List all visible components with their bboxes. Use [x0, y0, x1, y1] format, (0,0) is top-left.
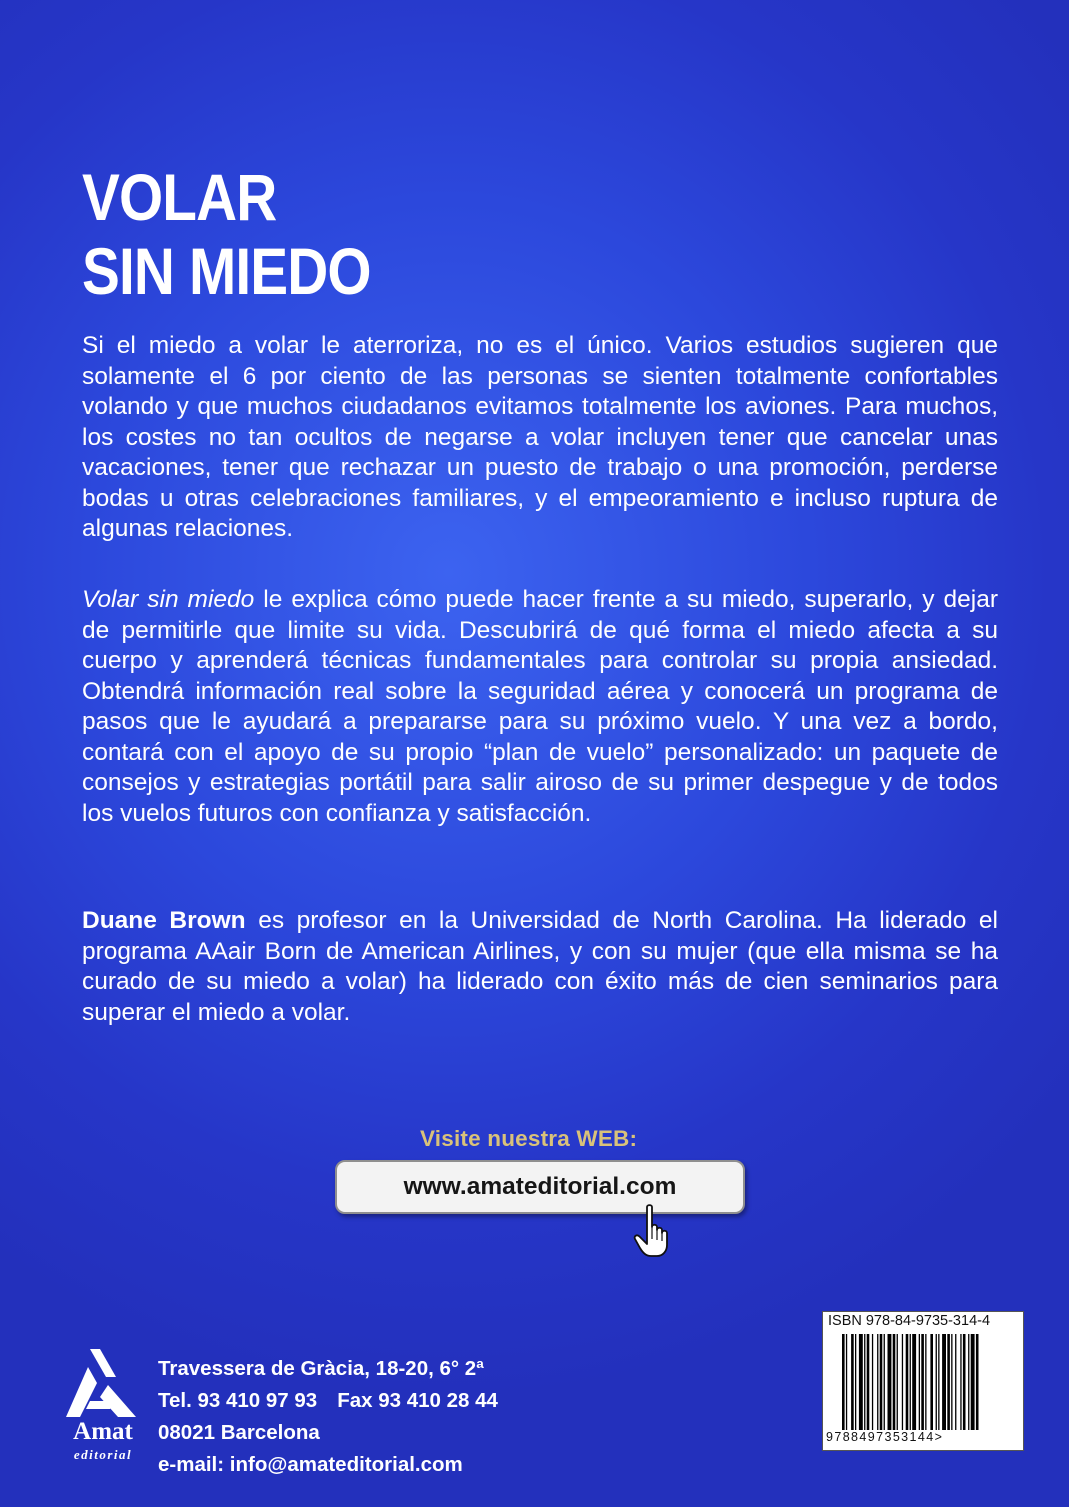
address-line: Travessera de Gràcia, 18-20, 6° 2ª	[158, 1357, 484, 1380]
barcode-bar	[864, 1334, 865, 1430]
barcode-number: 9788497353144>	[826, 1430, 944, 1444]
barcode-bar	[851, 1334, 854, 1430]
barcode-bar	[919, 1334, 920, 1430]
barcode-bar	[872, 1334, 873, 1430]
barcode-bar	[897, 1334, 898, 1430]
barcode-bar	[925, 1334, 926, 1430]
phone-fax-line	[158, 1385, 498, 1417]
barcode-bar	[951, 1334, 952, 1430]
barcode-bar	[938, 1334, 939, 1430]
isbn-label: ISBN 978-84-9735-314-4	[828, 1313, 991, 1329]
synopsis-paragraph-2	[82, 585, 998, 829]
logo-subtitle: editorial	[73, 1447, 133, 1462]
book-title	[82, 160, 371, 308]
book-title-line-2: SIN MIEDO	[82, 234, 371, 308]
hand-pointer-icon	[633, 1203, 679, 1259]
publisher-address	[158, 1353, 498, 1481]
author-name: Duane Brown	[82, 907, 246, 934]
author-bio	[82, 906, 998, 1028]
barcode-bar	[976, 1334, 979, 1430]
barcode-bar	[884, 1334, 885, 1430]
city-line: 08021 Barcelona	[158, 1421, 320, 1444]
barcode-bar	[963, 1334, 966, 1430]
synopsis-paragraph-2-text: le explica cómo puede hacer frente a su miedo, superarlo, y dejar de permitirle que limite su vida. Descubrirá de qué forma el miedo afecta a su cuerpo y aprenderá técnicas fundamentales para controlar su propia ansiedad. Obtendrá información real sobre la seguridad aérea y conocerá un programa de pasos que le ayudará a prepararse para su próximo vuelo. Y una vez a bordo, contará con el apoyo de su propio “plan de vuelo” personalizado: un paquete de consejos y estrategias portátil para salir airoso de su primer despegue y de todos los vuelos futuros con confianza y satisfacción.	[82, 586, 999, 827]
barcode-bar	[859, 1334, 863, 1430]
book-title-italic: Volar sin miedo	[82, 586, 255, 613]
barcode-bar	[947, 1334, 950, 1430]
barcode	[842, 1334, 1012, 1430]
barcode-bar	[906, 1334, 909, 1430]
book-title-line-1: VOLAR	[82, 160, 277, 234]
website-url[interactable]: www.amateditorial.com	[403, 1173, 677, 1200]
logo-name: Amat	[73, 1418, 133, 1445]
web-label: Visite nuestra WEB:	[420, 1126, 638, 1151]
phone-number: Tel. 93 410 97 93	[158, 1389, 318, 1412]
barcode-bar	[955, 1334, 956, 1430]
barcode-bar	[855, 1334, 856, 1430]
barcode-bar	[867, 1334, 870, 1430]
barcode-bar	[880, 1334, 883, 1430]
barcode-bar	[846, 1334, 847, 1430]
barcode-bar	[877, 1334, 878, 1430]
barcode-bar	[921, 1334, 924, 1430]
barcode-bar	[930, 1334, 933, 1430]
barcode-bar	[971, 1334, 975, 1430]
author-bio-text: es profesor en la Universidad de North Carolina. Ha liderado el programa AAair Born de American Airlines, y con su mujer (que ella misma se ha curado de su miedo a volar) ha liderado con éxito más de cien seminarios para superar el miedo a volar.	[82, 907, 998, 1026]
synopsis-paragraph-1: Si el miedo a volar le aterroriza, no es el único. Varios estudios sugieren que solamente el 6 por ciento de las personas se sienten totalmente confortables volando y que muchos ciudadanos evitamos totalmente los aviones. Para muchos, los costes no tan ocultos de negarse a volar incluyen tener que cancelar unas vacaciones, tener que rechazar un puesto de trabajo o una promoción, perderse bodas u otras celebraciones familiares, y el empeoramiento e incluso ruptura de algunas relaciones.	[82, 332, 998, 542]
email-line[interactable]: e-mail: info@amateditorial.com	[158, 1453, 463, 1476]
barcode-bar	[902, 1334, 903, 1430]
barcode-bar	[942, 1334, 946, 1430]
barcode-bar	[893, 1334, 896, 1430]
barcode-bar	[936, 1334, 937, 1430]
barcode-bar	[912, 1334, 916, 1430]
barcode-bar	[968, 1334, 969, 1430]
barcode-bar	[888, 1334, 892, 1430]
barcode-bar	[960, 1334, 961, 1430]
website-url-button[interactable]	[335, 1160, 745, 1214]
fax-number: Fax 93 410 28 44	[337, 1389, 498, 1412]
barcode-bar	[910, 1334, 911, 1430]
barcode-bar	[842, 1334, 845, 1430]
